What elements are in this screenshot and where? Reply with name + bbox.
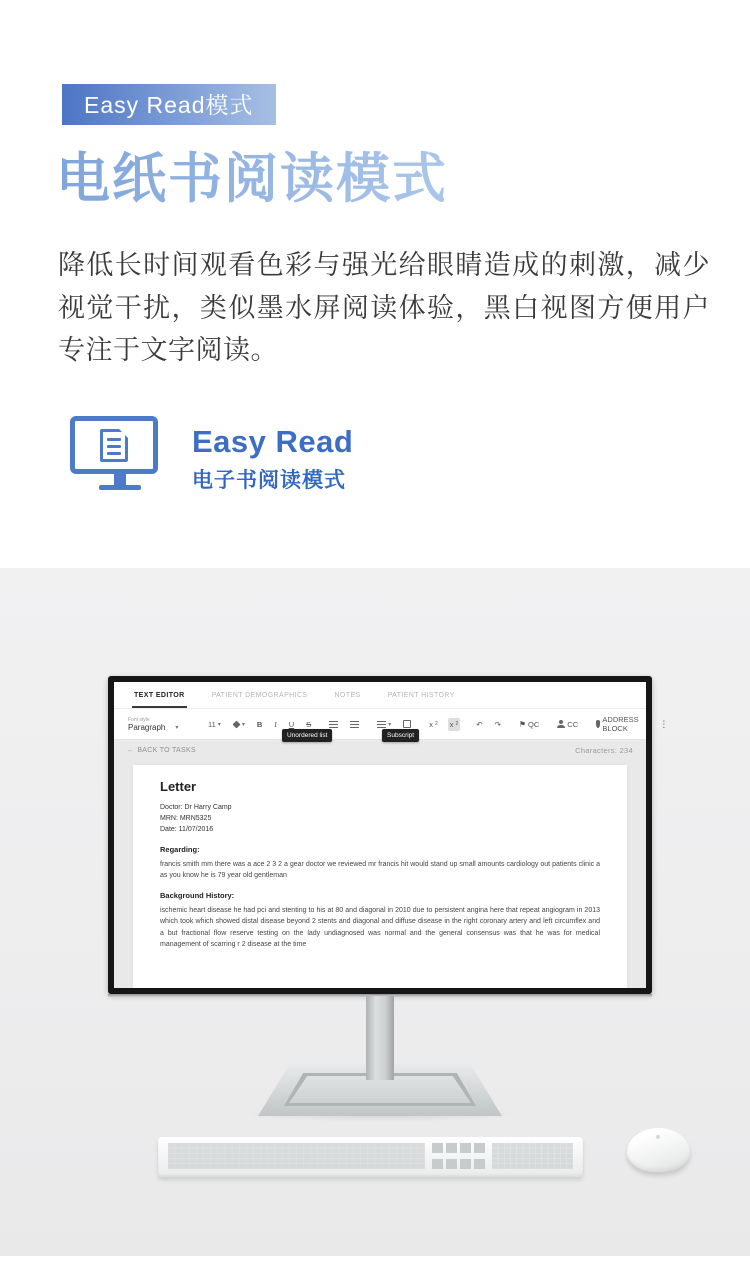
keyboard-nav-keys <box>432 1143 484 1169</box>
regarding-paragraph: francis smith mm there was a ace 2 3 2 a gear doctor we reviewed mr francis hit would stand up small amounts cardiology out patients clinic a as you know he is 79 year old gentleman <box>160 860 600 880</box>
keyboard-main-keys <box>168 1143 425 1169</box>
redo-icon: ↷ <box>494 719 501 729</box>
ordered-list-button[interactable] <box>348 719 361 730</box>
chevron-down-icon: ▾ <box>388 721 392 728</box>
subscript-button[interactable]: x 2 <box>449 719 459 729</box>
monitor-frame-icon <box>70 416 158 474</box>
align-icon <box>377 721 386 728</box>
insert-box-icon <box>403 720 411 728</box>
chevron-down-icon: ▾ <box>241 721 245 728</box>
letter-title: Letter <box>160 779 197 794</box>
back-to-tasks-link[interactable]: ← BACK TO TASKS <box>127 746 196 754</box>
letter-date: Date: 11/07/2016 <box>160 825 214 833</box>
qc-button[interactable]: ⚑ QC <box>518 719 540 729</box>
regarding-heading: Regarding: <box>160 844 200 854</box>
background-history-paragraph: ischemic heart disease he had pci and stenting to his at 80 and diagonal in 2010 due to persistent angina here that repeat angiogram in 2013 which took which showed distal disease beyond 2 stents and diagonal and diffuse disease in the right coronary artery and left circumflex and a but fractional flow reserve testing on the lady undiagnosed was normal and the general consensus was that he was for medical management of scarring r 2 disease at the time <box>160 906 600 949</box>
letter-document[interactable] <box>133 765 627 988</box>
editor-toolbar <box>114 709 669 740</box>
italic-button[interactable]: I <box>274 719 277 729</box>
unordered-list-button[interactable] <box>327 719 340 730</box>
undo-icon: ↶ <box>476 719 483 729</box>
font-style-value: Paragraph <box>128 722 166 732</box>
chevron-down-icon: ▾ <box>217 721 221 728</box>
chevron-down-icon: ▾ <box>175 724 179 731</box>
keyboard-keys <box>168 1143 573 1169</box>
letter-doctor: Doctor: Dr Harry Camp <box>160 804 232 811</box>
editor-body <box>114 740 646 988</box>
shield-icon <box>596 720 600 728</box>
easy-read-monitor-icon <box>70 416 170 496</box>
flag-icon: ⚑ <box>518 719 527 729</box>
bullet-list-icon <box>329 721 338 728</box>
font-style-select[interactable] <box>128 717 192 732</box>
redo-button[interactable] <box>493 718 503 731</box>
tooltip-unordered-list: Unordered list <box>282 729 332 742</box>
monitor-base-icon <box>99 485 141 490</box>
superscript-button[interactable]: x 2 <box>429 719 438 729</box>
tab-patient-demographics[interactable]: PATIENT DEMOGRAPHICS <box>211 691 308 699</box>
feature-title: Easy Read <box>192 424 354 459</box>
font-style-label: Font style <box>128 716 150 723</box>
feature-subtitle: 电子书阅读模式 <box>192 469 346 492</box>
strikethrough-button[interactable]: S <box>306 719 312 729</box>
editor-tabbar <box>114 682 646 709</box>
character-count: Characters: 234 <box>575 745 633 755</box>
feature-description: 降低长时间观看色彩与强光给眼睛造成的刺激，减少视觉干扰，类似墨水屏阅读体验，黑白视图方便用户专注于文字阅读。 <box>58 250 710 366</box>
font-size-select[interactable]: 11 ▾ <box>208 719 221 729</box>
keyboard-numpad-keys <box>492 1143 573 1169</box>
back-arrow-icon: ← <box>127 746 135 754</box>
underline-button[interactable]: U <box>288 719 295 729</box>
cc-button[interactable]: CC <box>555 718 580 731</box>
monitor-stand-icon <box>114 474 126 485</box>
fill-color-button[interactable] <box>231 719 247 730</box>
editor-statusbar <box>114 740 646 760</box>
feature-badge: Easy Read模式 <box>62 84 276 125</box>
numbered-list-icon <box>350 721 359 728</box>
feature-callout <box>70 416 353 496</box>
address-block-button[interactable]: ADDRESS BLOCK <box>594 713 643 735</box>
document-icon <box>100 429 128 462</box>
editor-app <box>114 682 669 988</box>
fill-color-icon <box>232 720 240 728</box>
feature-text <box>192 416 353 494</box>
person-icon <box>557 720 565 728</box>
monitor-screen <box>108 676 669 994</box>
tooltip-subscript: Subscript <box>382 729 419 742</box>
monitor-stand-column <box>366 996 394 1080</box>
undo-button[interactable] <box>474 718 484 731</box>
page-title: 电纸书阅读模式 <box>56 136 448 213</box>
keyboard <box>158 1137 583 1177</box>
bottom-margin <box>0 1256 750 1271</box>
tab-notes[interactable]: NOTES <box>334 691 361 699</box>
monitor-stand-base-core <box>289 1076 471 1103</box>
hero-section <box>0 0 750 568</box>
bold-button[interactable]: B <box>256 719 263 729</box>
mouse <box>627 1128 690 1172</box>
background-history-heading: Background History: <box>160 890 235 900</box>
tab-text-editor[interactable]: TEXT EDITOR <box>134 682 185 708</box>
tab-patient-history[interactable]: PATIENT HISTORY <box>387 691 455 699</box>
overflow-menu-button[interactable]: ⋮ <box>659 718 669 729</box>
align-button[interactable] <box>375 719 393 730</box>
letter-mrn: MRN: MRN5325 <box>160 814 212 822</box>
